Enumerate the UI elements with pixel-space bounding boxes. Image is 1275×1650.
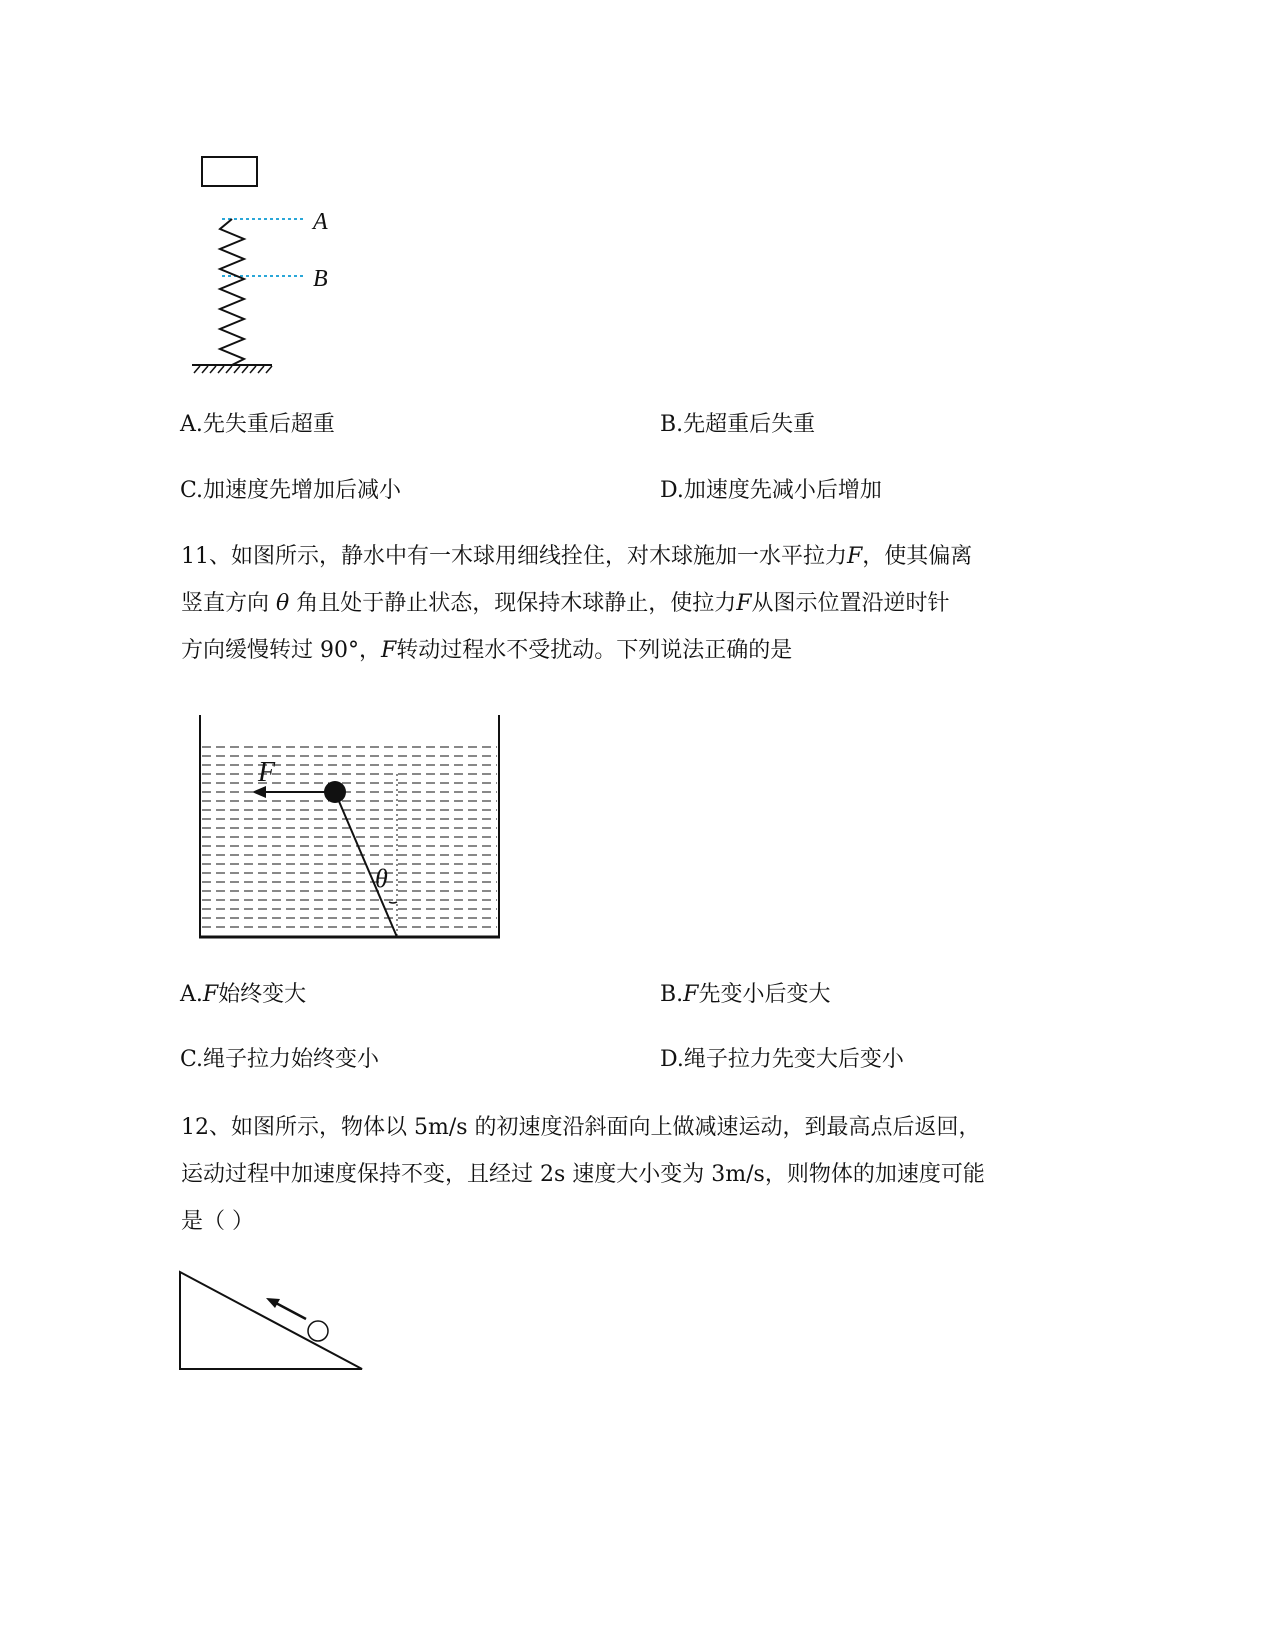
force-symbol: F bbox=[381, 638, 397, 663]
q11-option-d: D.绳子拉力先变大后变小 bbox=[660, 1047, 904, 1072]
angle-label: θ bbox=[375, 864, 388, 893]
q11-option-a: A.F始终变大 bbox=[180, 982, 307, 1007]
q11-option-c: C.绳子拉力始终变小 bbox=[180, 1047, 380, 1072]
spring-coil bbox=[220, 219, 244, 365]
water-surface-lines bbox=[202, 747, 497, 927]
q11-line-1: 11、如图所示，静水中有一木球用细线拴住，对木球施加一水平拉力F，使其偏离 bbox=[181, 544, 973, 569]
q12-line-3: 是（ ） bbox=[181, 1209, 254, 1234]
force-symbol: F bbox=[847, 544, 863, 569]
q11-line-3: 方向缓慢转过 90°，F转动过程水不受扰动。下列说法正确的是 bbox=[181, 638, 793, 663]
water-tank-figure bbox=[195, 712, 505, 944]
q10-option-b: B.先超重后失重 bbox=[660, 412, 816, 437]
falling-block bbox=[202, 157, 257, 186]
wooden-ball bbox=[324, 781, 346, 803]
velocity-arrow bbox=[274, 1302, 306, 1319]
q12-stem bbox=[181, 1104, 1061, 1245]
ground-hatching bbox=[194, 366, 272, 373]
spring-figure bbox=[180, 145, 360, 385]
object-ball bbox=[308, 1321, 328, 1341]
q11-stem bbox=[181, 533, 1061, 674]
force-label: F bbox=[258, 757, 276, 788]
q10-option-c: C.加速度先增加后减小 bbox=[180, 478, 402, 503]
q10-option-a: A.先失重后超重 bbox=[180, 412, 335, 437]
force-symbol: F bbox=[202, 982, 219, 1007]
force-symbol: F bbox=[736, 591, 752, 616]
incline-figure bbox=[170, 1262, 375, 1377]
angle-arc bbox=[389, 902, 397, 903]
angle-symbol: θ bbox=[276, 591, 290, 616]
q12-line-1: 12、如图所示，物体以 5m/s 的初速度沿斜面向上做减速运动，到最高点后返回， bbox=[181, 1115, 981, 1140]
q11-option-b: B.F先变小后变大 bbox=[660, 982, 831, 1007]
q12-line-2: 运动过程中加速度保持不变，且经过 2s 速度大小变为 3m/s，则物体的加速度可能 bbox=[181, 1162, 985, 1187]
q10-option-d: D.加速度先减小后增加 bbox=[660, 478, 882, 503]
label-b: B bbox=[313, 266, 328, 292]
force-symbol: F bbox=[683, 982, 699, 1007]
q11-line-2: 竖直方向 θ 角且处于静止状态，现保持木球静止，使拉力F从图示位置沿逆时针 bbox=[181, 591, 950, 616]
incline-triangle bbox=[180, 1272, 362, 1369]
label-a: A bbox=[313, 209, 328, 235]
